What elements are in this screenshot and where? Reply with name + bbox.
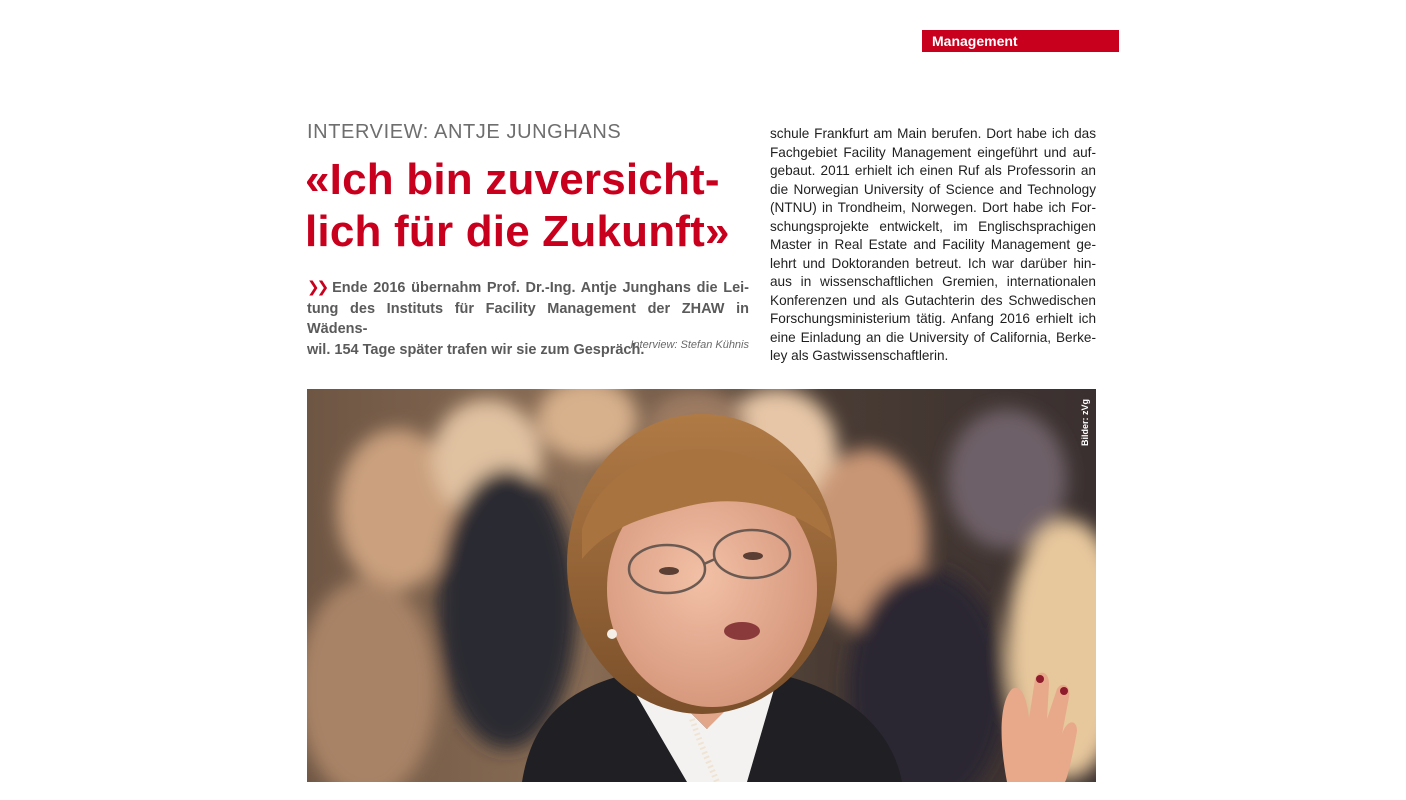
- body-line: schungsprojekte entwickelt, im Englischsprachigen: [770, 218, 1096, 234]
- body-text-column: [770, 125, 1096, 366]
- article-headline: [305, 154, 765, 258]
- article-kicker: INTERVIEW: ANTJE JUNGHANS: [307, 121, 622, 143]
- headline-line-1: «Ich bin zuversicht-: [305, 155, 720, 204]
- body-line: ley als Gastwissenschaftlerin.: [770, 348, 949, 363]
- body-line: eine Einladung an die University of California, Berke-: [770, 329, 1096, 345]
- body-line: lehrt und Doktoranden betreut. Ich war darüber hin-: [770, 255, 1096, 271]
- body-line: Konferenzen und als Gutachterin des Schwedischen: [770, 292, 1096, 308]
- headline-line-2: lich für die Zukunft»: [305, 207, 730, 256]
- double-chevron-right-icon: ❯❯: [307, 279, 327, 296]
- body-line: aus in wissenschaftlichen Gremien, internationalen: [770, 274, 1096, 289]
- photo-credit: Bilder: zVg: [1080, 399, 1090, 447]
- lead-line-2: tung des Instituts für Facility Management der ZHAW in Wädens-: [307, 300, 749, 337]
- body-line: Fachgebiet Facility Management eingeführt und auf-: [770, 144, 1096, 160]
- lead-line-1: ❯❯ Ende 2016 übernahm Prof. Dr.-Ing. Antje Junghans die Lei-: [307, 279, 749, 296]
- body-line: Master in Real Estate and Facility Management ge-: [770, 237, 1096, 252]
- body-line: schule Frankfurt am Main berufen. Dort habe ich das: [770, 126, 1096, 141]
- portrait-photo-illustration: [307, 389, 1096, 782]
- body-line: gebaut. 2011 erhielt ich einen Ruf als Professorin an: [770, 163, 1096, 178]
- article-byline: Interview: Stefan Kühnis: [630, 339, 749, 351]
- body-line: Forschungsministerium tätig. Anfang 2016 erhielt ich: [770, 311, 1096, 326]
- body-line: (NTNU) in Trondheim, Norwegen. Dort habe ich For-: [770, 200, 1096, 215]
- body-line: die Norwegian University of Science and Technology: [770, 181, 1096, 197]
- portrait-photo: [307, 389, 1096, 782]
- lead-line-3: wil. 154 Tage später trafen wir sie zum Gespräch.: [307, 341, 645, 358]
- section-badge: Management: [922, 30, 1119, 52]
